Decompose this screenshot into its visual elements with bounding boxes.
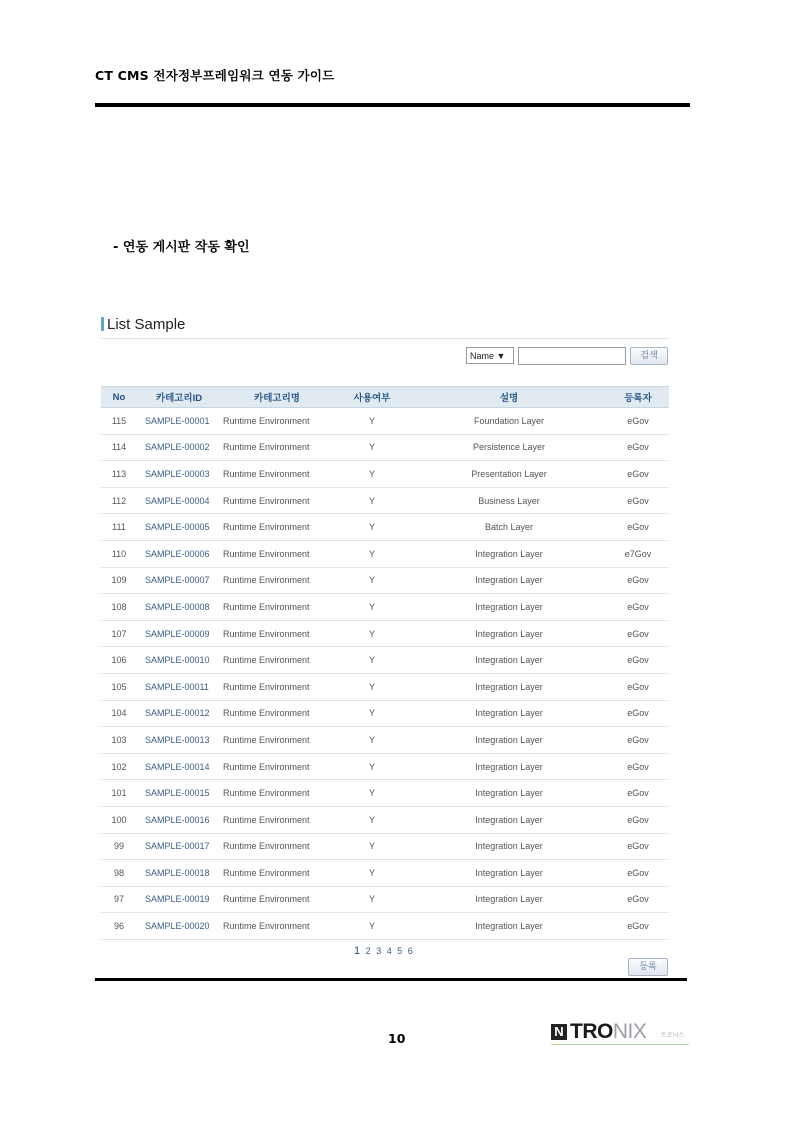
table-row[interactable] bbox=[101, 806, 669, 833]
cell-register-user: eGov bbox=[607, 700, 669, 727]
page-current[interactable]: 1 bbox=[354, 945, 361, 957]
cell-register-user: eGov bbox=[607, 434, 669, 461]
cell-category-name: Runtime Environment bbox=[221, 860, 333, 887]
tronix-logo bbox=[551, 1020, 689, 1044]
table-row[interactable] bbox=[101, 700, 669, 727]
cell-register-user: eGov bbox=[607, 514, 669, 541]
cell-use-yn: Y bbox=[333, 673, 411, 700]
cell-use-yn: Y bbox=[333, 753, 411, 780]
cell-category-id[interactable]: SAMPLE-00018 bbox=[137, 860, 221, 887]
cell-category-name: Runtime Environment bbox=[221, 753, 333, 780]
table-row[interactable] bbox=[101, 461, 669, 488]
table-row[interactable] bbox=[101, 886, 669, 913]
column-header-no: No bbox=[101, 387, 137, 408]
cell-category-name: Runtime Environment bbox=[221, 461, 333, 488]
column-header-category-id: 카테고리ID bbox=[137, 387, 221, 408]
cell-description: Integration Layer bbox=[411, 780, 607, 807]
register-button[interactable]: 등록 bbox=[628, 958, 668, 976]
cell-no: 105 bbox=[101, 673, 137, 700]
cell-register-user: eGov bbox=[607, 753, 669, 780]
cell-category-name: Runtime Environment bbox=[221, 567, 333, 594]
cell-category-id[interactable]: SAMPLE-00016 bbox=[137, 806, 221, 833]
page-number: 10 bbox=[388, 1031, 406, 1046]
cell-no: 96 bbox=[101, 913, 137, 940]
cell-category-name: Runtime Environment bbox=[221, 540, 333, 567]
cell-category-id[interactable]: SAMPLE-00004 bbox=[137, 487, 221, 514]
cell-category-name: Runtime Environment bbox=[221, 434, 333, 461]
cell-register-user: e7Gov bbox=[607, 540, 669, 567]
column-header-category-name: 카테고리명 bbox=[221, 387, 333, 408]
cell-no: 100 bbox=[101, 806, 137, 833]
cell-category-id[interactable]: SAMPLE-00011 bbox=[137, 673, 221, 700]
document-header: CT CMS 전자정부프레임워크 연동 가이드 bbox=[95, 68, 335, 83]
cell-description: Persistence Layer bbox=[411, 434, 607, 461]
header-rule bbox=[95, 103, 690, 107]
cell-no: 98 bbox=[101, 860, 137, 887]
table-row[interactable] bbox=[101, 620, 669, 647]
cell-description: Foundation Layer bbox=[411, 408, 607, 435]
pagination bbox=[354, 945, 415, 957]
panel-title bbox=[101, 316, 185, 333]
cell-register-user: eGov bbox=[607, 647, 669, 674]
cell-use-yn: Y bbox=[333, 727, 411, 754]
cell-description: Integration Layer bbox=[411, 620, 607, 647]
cell-register-user: eGov bbox=[607, 673, 669, 700]
cell-use-yn: Y bbox=[333, 487, 411, 514]
cell-no: 101 bbox=[101, 780, 137, 807]
title-bar-icon bbox=[101, 317, 104, 331]
cell-category-id[interactable]: SAMPLE-00005 bbox=[137, 514, 221, 541]
page-link[interactable]: 5 bbox=[397, 946, 403, 956]
cell-use-yn: Y bbox=[333, 594, 411, 621]
cell-category-id[interactable]: SAMPLE-00001 bbox=[137, 408, 221, 435]
cell-use-yn: Y bbox=[333, 567, 411, 594]
cell-category-name: Runtime Environment bbox=[221, 673, 333, 700]
logo-word-dark: TRO bbox=[570, 1020, 613, 1043]
search-button[interactable]: 검색 bbox=[630, 347, 668, 365]
sample-list-table bbox=[101, 386, 669, 940]
table-header-row bbox=[101, 387, 669, 408]
cell-category-name: Runtime Environment bbox=[221, 780, 333, 807]
cell-category-name: Runtime Environment bbox=[221, 514, 333, 541]
table-row[interactable] bbox=[101, 408, 669, 435]
cell-no: 114 bbox=[101, 434, 137, 461]
cell-description: Business Layer bbox=[411, 487, 607, 514]
cell-category-name: Runtime Environment bbox=[221, 913, 333, 940]
cell-use-yn: Y bbox=[333, 833, 411, 860]
cell-register-user: eGov bbox=[607, 594, 669, 621]
cell-description: Batch Layer bbox=[411, 514, 607, 541]
search-input[interactable] bbox=[518, 347, 626, 365]
cell-description: Integration Layer bbox=[411, 647, 607, 674]
logo-word-light: NIX bbox=[612, 1020, 647, 1043]
cell-use-yn: Y bbox=[333, 408, 411, 435]
cell-register-user: eGov bbox=[607, 860, 669, 887]
table-row[interactable] bbox=[101, 434, 669, 461]
cell-register-user: eGov bbox=[607, 833, 669, 860]
cell-no: 97 bbox=[101, 886, 137, 913]
cell-category-id[interactable]: SAMPLE-00013 bbox=[137, 727, 221, 754]
table-row[interactable] bbox=[101, 540, 669, 567]
cell-category-name: Runtime Environment bbox=[221, 806, 333, 833]
table-row[interactable] bbox=[101, 727, 669, 754]
cell-category-id[interactable]: SAMPLE-00008 bbox=[137, 594, 221, 621]
cell-category-id[interactable]: SAMPLE-00017 bbox=[137, 833, 221, 860]
cell-category-id[interactable]: SAMPLE-00002 bbox=[137, 434, 221, 461]
table-row[interactable] bbox=[101, 780, 669, 807]
cell-category-name: Runtime Environment bbox=[221, 833, 333, 860]
cell-description: Integration Layer bbox=[411, 806, 607, 833]
cell-register-user: eGov bbox=[607, 886, 669, 913]
table-row[interactable] bbox=[101, 860, 669, 887]
logo-subtitle: 트로닉스 bbox=[661, 1033, 685, 1039]
cell-register-user: eGov bbox=[607, 487, 669, 514]
page-link[interactable]: 3 bbox=[376, 946, 382, 956]
table-row[interactable] bbox=[101, 514, 669, 541]
cell-description: Integration Layer bbox=[411, 886, 607, 913]
cell-no: 113 bbox=[101, 461, 137, 488]
cell-category-id[interactable]: SAMPLE-00015 bbox=[137, 780, 221, 807]
cell-category-name: Runtime Environment bbox=[221, 408, 333, 435]
footer-rule bbox=[95, 978, 687, 981]
cell-register-user: eGov bbox=[607, 461, 669, 488]
section-note: - 연동 게시판 작동 확인 bbox=[113, 240, 250, 255]
cell-use-yn: Y bbox=[333, 860, 411, 887]
cell-description: Integration Layer bbox=[411, 860, 607, 887]
cell-category-id[interactable]: SAMPLE-00014 bbox=[137, 753, 221, 780]
cell-no: 104 bbox=[101, 700, 137, 727]
cell-register-user: eGov bbox=[607, 727, 669, 754]
cell-category-name: Runtime Environment bbox=[221, 487, 333, 514]
logo-mark-icon: N bbox=[551, 1024, 567, 1040]
cell-use-yn: Y bbox=[333, 700, 411, 727]
column-header-use-yn: 사용여부 bbox=[333, 387, 411, 408]
cell-no: 110 bbox=[101, 540, 137, 567]
cell-description: Integration Layer bbox=[411, 594, 607, 621]
cell-use-yn: Y bbox=[333, 780, 411, 807]
cell-category-id[interactable]: SAMPLE-00010 bbox=[137, 647, 221, 674]
table-body bbox=[101, 408, 669, 940]
cell-category-name: Runtime Environment bbox=[221, 594, 333, 621]
logo-wordmark bbox=[570, 1020, 646, 1044]
cell-category-id[interactable]: SAMPLE-00009 bbox=[137, 620, 221, 647]
cell-use-yn: Y bbox=[333, 620, 411, 647]
cell-description: Integration Layer bbox=[411, 727, 607, 754]
cell-no: 109 bbox=[101, 567, 137, 594]
search-condition-select[interactable]: Name ▼ bbox=[466, 347, 514, 364]
panel-title-divider bbox=[101, 338, 669, 339]
cell-category-id[interactable]: SAMPLE-00012 bbox=[137, 700, 221, 727]
cell-description: Integration Layer bbox=[411, 673, 607, 700]
cell-category-name: Runtime Environment bbox=[221, 727, 333, 754]
cell-description: Integration Layer bbox=[411, 700, 607, 727]
cell-use-yn: Y bbox=[333, 514, 411, 541]
page-link[interactable]: 2 bbox=[365, 946, 372, 956]
cell-description: Integration Layer bbox=[411, 913, 607, 940]
table-row[interactable] bbox=[101, 913, 669, 940]
cell-use-yn: Y bbox=[333, 806, 411, 833]
cell-category-name: Runtime Environment bbox=[221, 647, 333, 674]
logo-underline bbox=[551, 1044, 689, 1045]
cell-no: 115 bbox=[101, 408, 137, 435]
cell-no: 99 bbox=[101, 833, 137, 860]
cell-description: Integration Layer bbox=[411, 540, 607, 567]
cell-description: Presentation Layer bbox=[411, 461, 607, 488]
page-link[interactable]: 4 bbox=[386, 946, 393, 956]
table-row[interactable] bbox=[101, 567, 669, 594]
cell-register-user: eGov bbox=[607, 913, 669, 940]
table-row[interactable] bbox=[101, 647, 669, 674]
cell-use-yn: Y bbox=[333, 886, 411, 913]
cell-register-user: eGov bbox=[607, 780, 669, 807]
cell-register-user: eGov bbox=[607, 620, 669, 647]
table-row[interactable] bbox=[101, 594, 669, 621]
cell-category-id[interactable]: SAMPLE-00020 bbox=[137, 913, 221, 940]
table-row[interactable] bbox=[101, 833, 669, 860]
cell-category-name: Runtime Environment bbox=[221, 620, 333, 647]
cell-use-yn: Y bbox=[333, 434, 411, 461]
cell-no: 106 bbox=[101, 647, 137, 674]
table-row[interactable] bbox=[101, 753, 669, 780]
cell-use-yn: Y bbox=[333, 540, 411, 567]
cell-category-name: Runtime Environment bbox=[221, 700, 333, 727]
panel-title-text: List Sample bbox=[107, 316, 186, 333]
cell-no: 102 bbox=[101, 753, 137, 780]
cell-use-yn: Y bbox=[333, 647, 411, 674]
cell-no: 103 bbox=[101, 727, 137, 754]
cell-register-user: eGov bbox=[607, 567, 669, 594]
cell-no: 112 bbox=[101, 487, 137, 514]
cell-category-id[interactable]: SAMPLE-00019 bbox=[137, 886, 221, 913]
cell-no: 108 bbox=[101, 594, 137, 621]
table-row[interactable] bbox=[101, 487, 669, 514]
cell-register-user: eGov bbox=[607, 408, 669, 435]
cell-description: Integration Layer bbox=[411, 753, 607, 780]
cell-category-id[interactable]: SAMPLE-00006 bbox=[137, 540, 221, 567]
cell-no: 111 bbox=[101, 514, 137, 541]
page-link[interactable]: 6 bbox=[407, 946, 414, 956]
cell-use-yn: Y bbox=[333, 913, 411, 940]
cell-category-name: Runtime Environment bbox=[221, 886, 333, 913]
column-header-description: 설명 bbox=[411, 387, 607, 408]
column-header-register-user: 등록자 bbox=[607, 387, 669, 408]
table-row[interactable] bbox=[101, 673, 669, 700]
cell-register-user: eGov bbox=[607, 806, 669, 833]
cell-category-id[interactable]: SAMPLE-00007 bbox=[137, 567, 221, 594]
cell-description: Integration Layer bbox=[411, 833, 607, 860]
cell-description: Integration Layer bbox=[411, 567, 607, 594]
cell-category-id[interactable]: SAMPLE-00003 bbox=[137, 461, 221, 488]
cell-use-yn: Y bbox=[333, 461, 411, 488]
cell-no: 107 bbox=[101, 620, 137, 647]
